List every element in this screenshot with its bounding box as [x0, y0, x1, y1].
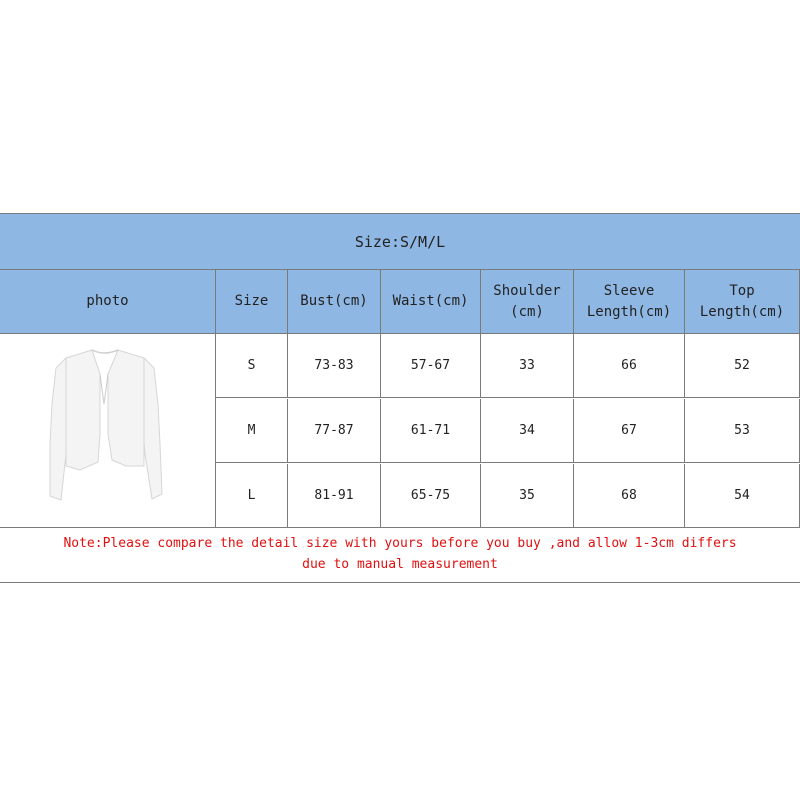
row-s-top: 52: [685, 334, 800, 398]
header-waist: Waist(cm): [381, 270, 481, 334]
row-s-waist: 57-67: [381, 334, 481, 398]
row-m-shoulder: 34: [481, 399, 574, 463]
row-l-top: 54: [685, 464, 800, 528]
white-top-image: [0, 334, 216, 528]
row-s-bust: 73-83: [288, 334, 381, 398]
header-photo: photo: [0, 270, 216, 334]
row-s-size: S: [216, 334, 288, 398]
row-l-bust: 81-91: [288, 464, 381, 528]
row-s-shoulder: 33: [481, 334, 574, 398]
measurement-note: [0, 530, 800, 582]
row-m-top: 53: [685, 399, 800, 463]
header-sleeve-length: Sleeve Length(cm): [574, 270, 685, 334]
note-line-1: Note:Please compare the detail size with yours before you buy ,and allow 1-3cm differs: [63, 536, 737, 551]
header-size: Size: [216, 270, 288, 334]
size-chart: [0, 213, 800, 583]
row-l-waist: 65-75: [381, 464, 481, 528]
row-m-sleeve: 67: [574, 399, 685, 463]
row-m-waist: 61-71: [381, 399, 481, 463]
note-line-2: due to manual measurement: [302, 557, 498, 572]
row-l-sleeve: 68: [574, 464, 685, 528]
header-bust: Bust(cm): [288, 270, 381, 334]
row-l-size: L: [216, 464, 288, 528]
row-l-shoulder: 35: [481, 464, 574, 528]
size-chart-title: Size:S/M/L: [0, 214, 800, 270]
row-m-bust: 77-87: [288, 399, 381, 463]
header-top-length: Top Length(cm): [685, 270, 800, 334]
row-m-size: M: [216, 399, 288, 463]
header-shoulder: Shoulder (cm): [481, 270, 574, 334]
product-photo: [0, 334, 216, 528]
row-s-sleeve: 66: [574, 334, 685, 398]
